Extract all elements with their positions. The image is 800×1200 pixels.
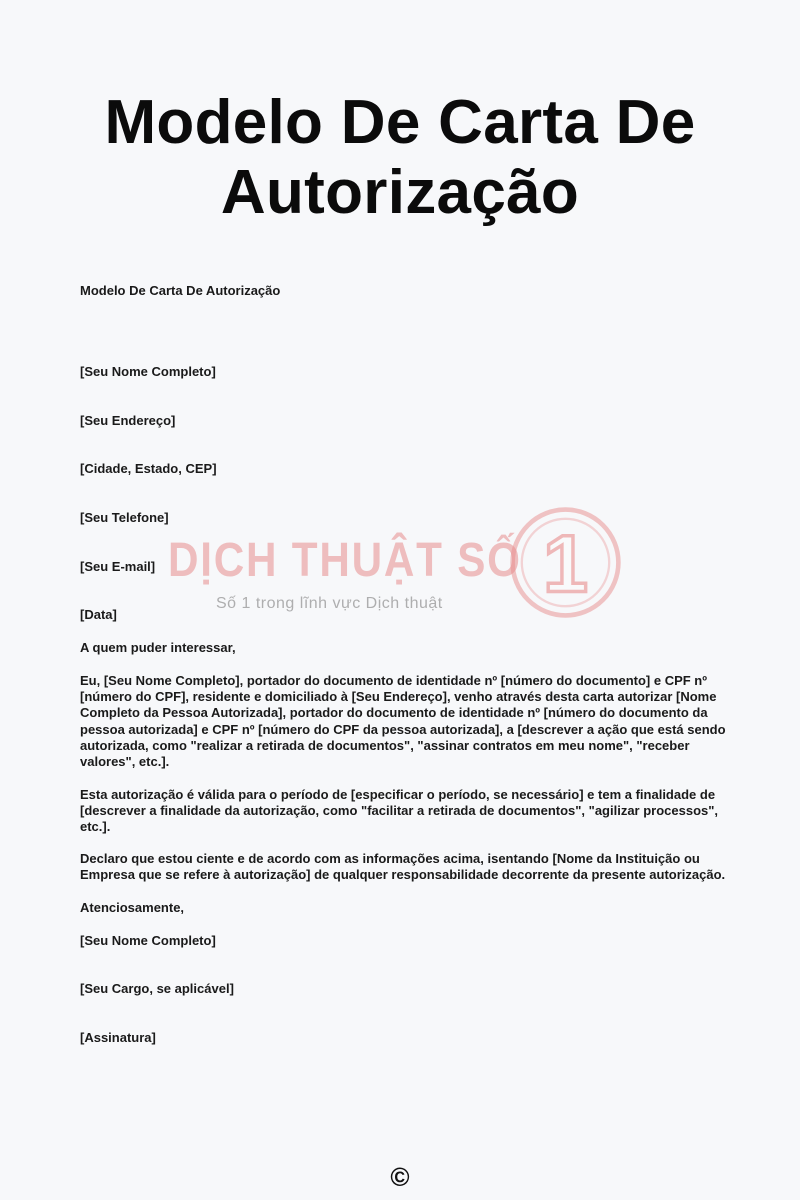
signature-placeholder: [Assinatura] bbox=[80, 1030, 156, 1045]
signer-role: [Seu Cargo, se aplicável] bbox=[80, 981, 234, 996]
paragraph-2: Esta autorização é válida para o período de [especificar o período, se necessário] e tem a finalidade de [descrever a finalidade da autorização, como "facilitar a retirada de documentos", "agilizar processos", etc.]. bbox=[80, 787, 719, 835]
watermark-brand: DỊCH THUẬT SỐ bbox=[168, 534, 522, 587]
watermark-logo-number: 1 bbox=[543, 519, 588, 610]
sender-email: [Seu E-mail] bbox=[80, 559, 156, 574]
greeting: A quem puder interessar, bbox=[80, 640, 236, 655]
sender-phone: [Seu Telefone] bbox=[80, 510, 169, 525]
copyright-icon: © bbox=[390, 1162, 410, 1192]
page-title bbox=[0, 88, 800, 228]
closing: Atenciosamente, bbox=[80, 900, 185, 915]
paragraph-3: Declaro que estou ciente e de acordo com as informações acima, isentando [Nome da Instituição ou Empresa que se refere à autorização] de qualquer responsabilidade decorrente da presente autorização. bbox=[80, 851, 726, 883]
sender-city: [Cidade, Estado, CEP] bbox=[80, 461, 217, 476]
page-title-line-1: Modelo De Carta De bbox=[104, 88, 696, 157]
letter-date: [Data] bbox=[80, 607, 117, 622]
sender-name: [Seu Nome Completo] bbox=[80, 364, 216, 379]
signer-name: [Seu Nome Completo] bbox=[80, 933, 216, 948]
page-title-line-2: Autorização bbox=[220, 158, 580, 227]
sender-address: [Seu Endereço] bbox=[80, 413, 176, 428]
watermark bbox=[168, 505, 628, 625]
paragraph-1: Eu, [Seu Nome Completo], portador do documento de identidade nº [número do documento] e CPF nº [número do CPF], residente e domiciliado à [Seu Endereço], venho através desta carta autorizar [Nome Completo da Pessoa Autorizada], portador do documento de identidade nº [número do documento da pessoa autorizada] e CPF nº [número do CPF da pessoa autorizada], a [descrever a ação que está sendo autorizada, como "realizar a retirada de documentos", "assinar contratos em meu nome", "receber valores", etc.]. bbox=[80, 673, 726, 770]
letter-subtitle: Modelo De Carta De Autorização bbox=[80, 283, 281, 298]
watermark-logo-icon bbox=[508, 505, 623, 620]
watermark-tagline: Số 1 trong lĩnh vực Dịch thuật bbox=[216, 595, 443, 612]
